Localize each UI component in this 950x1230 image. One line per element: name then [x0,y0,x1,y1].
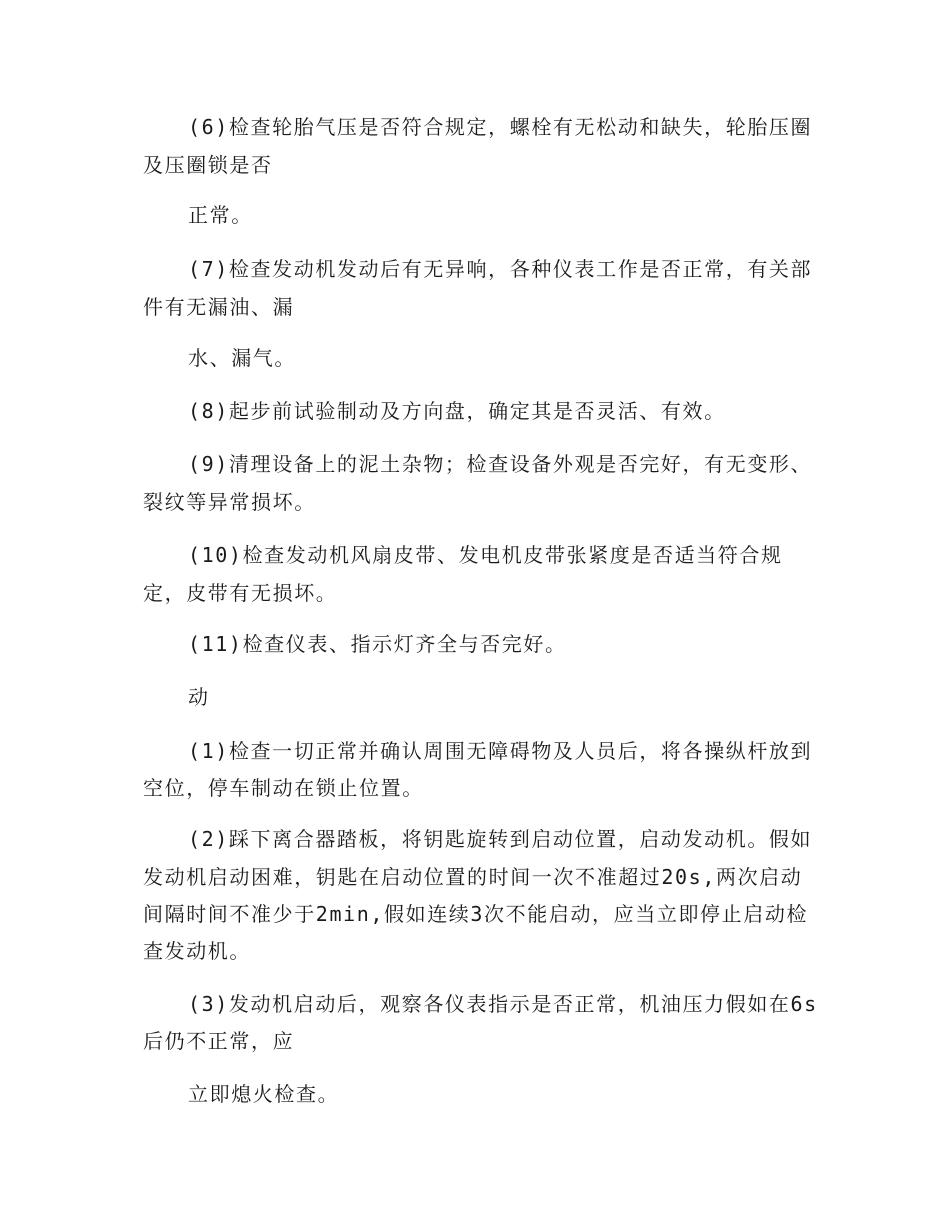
paragraph-line: (3)发动机启动后，观察各仪表指示是否正常，机油压力假如在6s [188,992,818,1016]
paragraph-line: 正常。 [188,203,253,227]
paragraph-line: (6)检查轮胎气压是否符合规定，螺栓有无松动和缺失，轮胎压圈 [188,115,813,139]
paragraph-line: (10)检查发动机风扇皮带、发电机皮带张紧度是否适当符合规 [188,543,783,567]
paragraph-line: 立即熄火检查。 [188,1082,340,1106]
paragraph-line: 水、漏气。 [188,346,296,370]
paragraph-line: 裂纹等异常损坏。 [143,490,316,514]
paragraph-line: (11)检查仪表、指示灯齐全与否完好。 [188,632,567,656]
paragraph-line: 间隔时间不准少于2min,假如连续3次不能启动，应当立即停止启动检 [143,902,809,926]
section-heading: 动 [188,685,210,709]
paragraph-line: (2)踩下离合器踏板，将钥匙旋转到启动位置，启动发动机。假如 [188,827,813,851]
paragraph-line: (7)检查发动机发动后有无异响，各种仪表工作是否正常，有关部 [188,257,813,281]
paragraph-line: 定，皮带有无损坏。 [143,581,338,605]
paragraph-line: 及压圈锁是否 [143,153,273,177]
paragraph-line: (8)起步前试验制动及方向盘，确定其是否灵活、有效。 [188,399,726,423]
paragraph-line: (9)清理设备上的泥土杂物；检查设备外观是否完好，有无变形、 [188,452,813,476]
paragraph-line: 查发动机。 [143,939,251,963]
paragraph-line: (1)检查一切正常并确认周围无障碍物及人员后，将各操纵杆放到 [188,739,813,763]
paragraph-line: 空位，停车制动在锁止位置。 [143,776,424,800]
paragraph-line: 后仍不正常，应 [143,1029,295,1053]
paragraph-line: 件有无漏油、漏 [143,295,295,319]
paragraph-line: 发动机启动困难，钥匙在启动位置的时间一次不准超过20s,两次启动 [143,865,803,889]
